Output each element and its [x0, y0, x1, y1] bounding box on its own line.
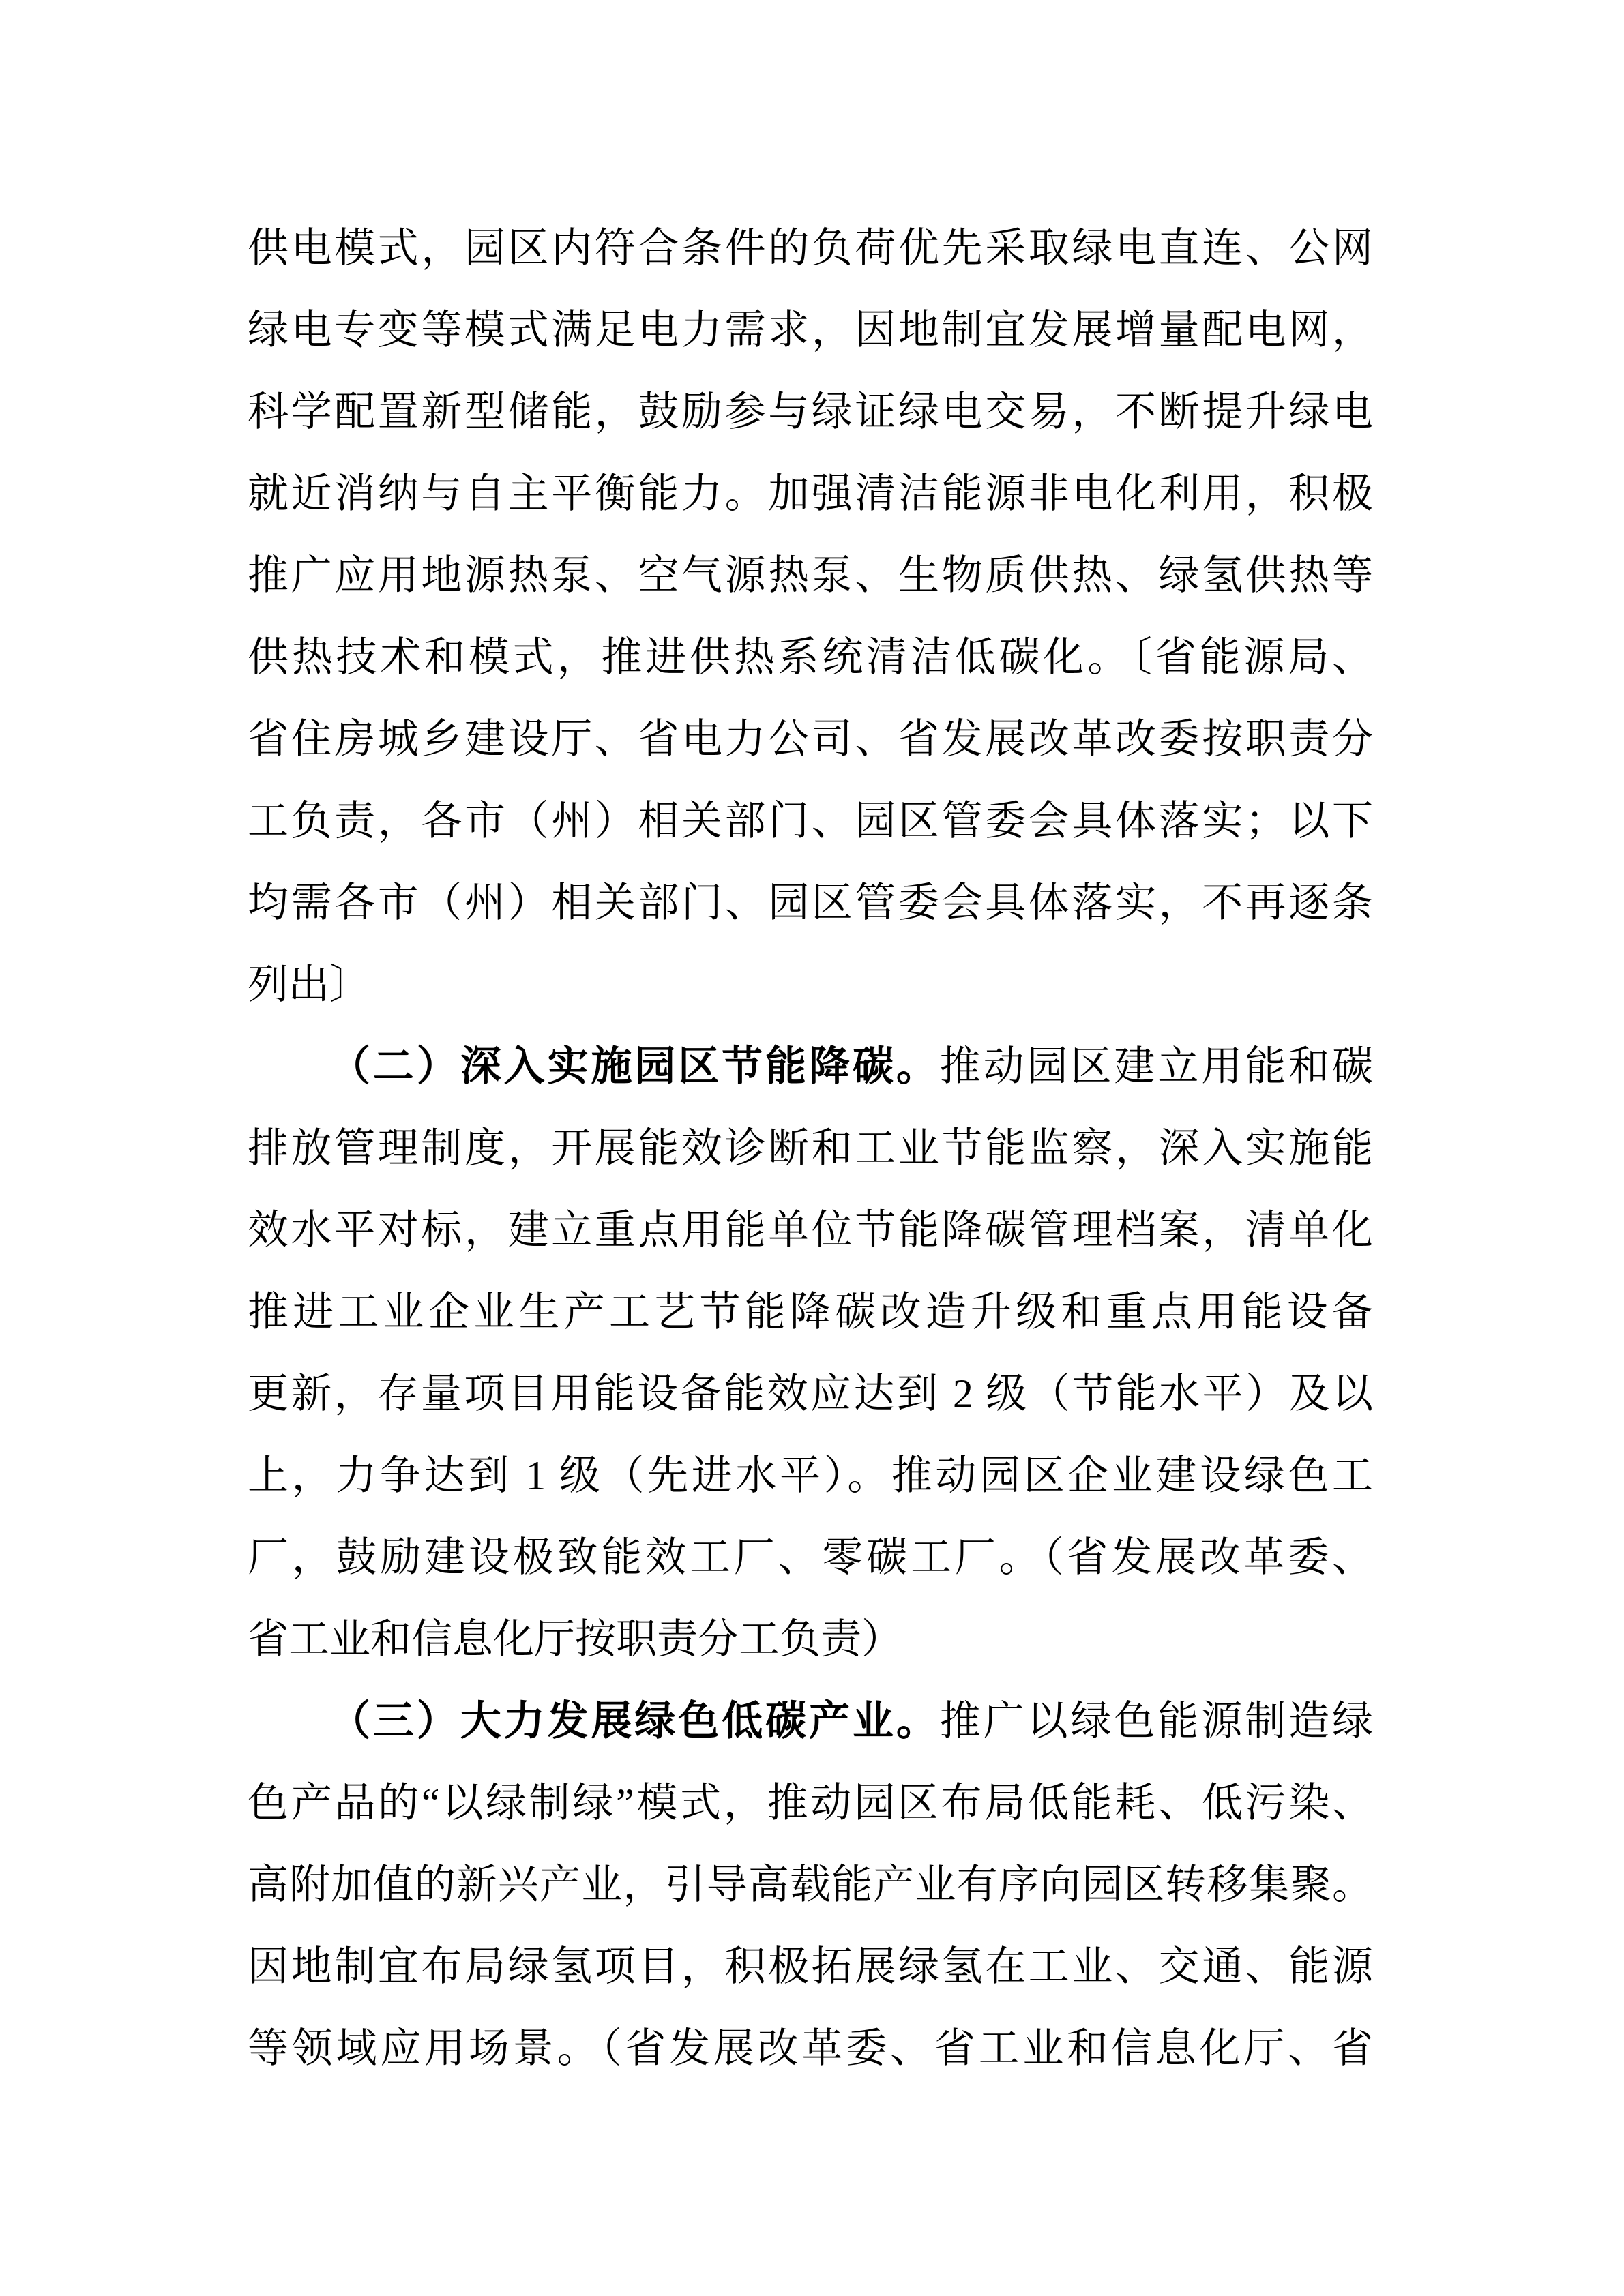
- text-line: 就近消纳与自主平衡能力。加强清洁能源非电化利用，积极: [248, 471, 1373, 516]
- paragraph-section-3: [248, 1680, 1373, 2089]
- section-heading: （三）大力发展绿色低碳产业。: [329, 1699, 940, 1744]
- text-line: 等领域应用场景。（省发展改革委、省工业和信息化厅、省: [248, 2026, 1373, 2071]
- text-line: 供热技术和模式，推进供热系统清洁低碳化。〔省能源局、: [248, 635, 1373, 680]
- paragraph-continuation: [248, 207, 1373, 1026]
- text-line: 效水平对标，建立重点用能单位节能降碳管理档案，清单化: [248, 1208, 1373, 1253]
- text-line: 上，力争达到 1 级（先进水平）。推动园区企业建设绿色工: [248, 1453, 1373, 1498]
- text-line: 高附加值的新兴产业，引导高载能产业有序向园区转移集聚。: [248, 1862, 1373, 1907]
- text-line: 绿电专变等模式满足电力需求，因地制宜发展增量配电网，: [248, 308, 1373, 353]
- text-line: （二）深入实施园区节能降碳。推动园区建立用能和碳: [329, 1044, 1373, 1089]
- text-line: 排放管理制度，开展能效诊断和工业节能监察，深入实施能: [248, 1126, 1373, 1171]
- text-line: 列出〕: [248, 962, 370, 1007]
- section-heading: （二）深入实施园区节能降碳。: [329, 1044, 940, 1089]
- text-line: 因地制宜布局绿氢项目，积极拓展绿氢在工业、交通、能源: [248, 1944, 1373, 1989]
- text-line: 省工业和信息化厅按职责分工负责）: [248, 1617, 902, 1662]
- text-line: 省住房城乡建设厅、省电力公司、省发展改革改委按职责分: [248, 717, 1373, 762]
- text-line: 更新，存量项目用能设备能效应达到 2 级（节能水平）及以: [248, 1371, 1373, 1416]
- text-line: 工负责，各市（州）相关部门、园区管委会具体落实；以下: [248, 799, 1373, 844]
- text-line: 推进工业企业生产工艺节能降碳改造升级和重点用能设备: [248, 1289, 1373, 1335]
- text-line: 均需各市（州）相关部门、园区管委会具体落实，不再逐条: [248, 880, 1373, 925]
- text-line: 推广应用地源热泵、空气源热泵、生物质供热、绿氢供热等: [248, 553, 1373, 598]
- text-line: 供电模式，园区内符合条件的负荷优先采取绿电直连、公网: [248, 226, 1373, 271]
- text-line: 色产品的“以绿制绿”模式，推动园区布局低能耗、低污染、: [248, 1780, 1373, 1825]
- document-body: [248, 207, 1373, 2089]
- paragraph-section-2: [248, 1026, 1373, 1680]
- text-line: 厂，鼓励建设极致能效工厂、零碳工厂。（省发展改革委、: [248, 1535, 1373, 1580]
- text-line: （三）大力发展绿色低碳产业。推广以绿色能源制造绿: [329, 1699, 1373, 1744]
- text-line: 科学配置新型储能，鼓励参与绿证绿电交易，不断提升绿电: [248, 389, 1373, 434]
